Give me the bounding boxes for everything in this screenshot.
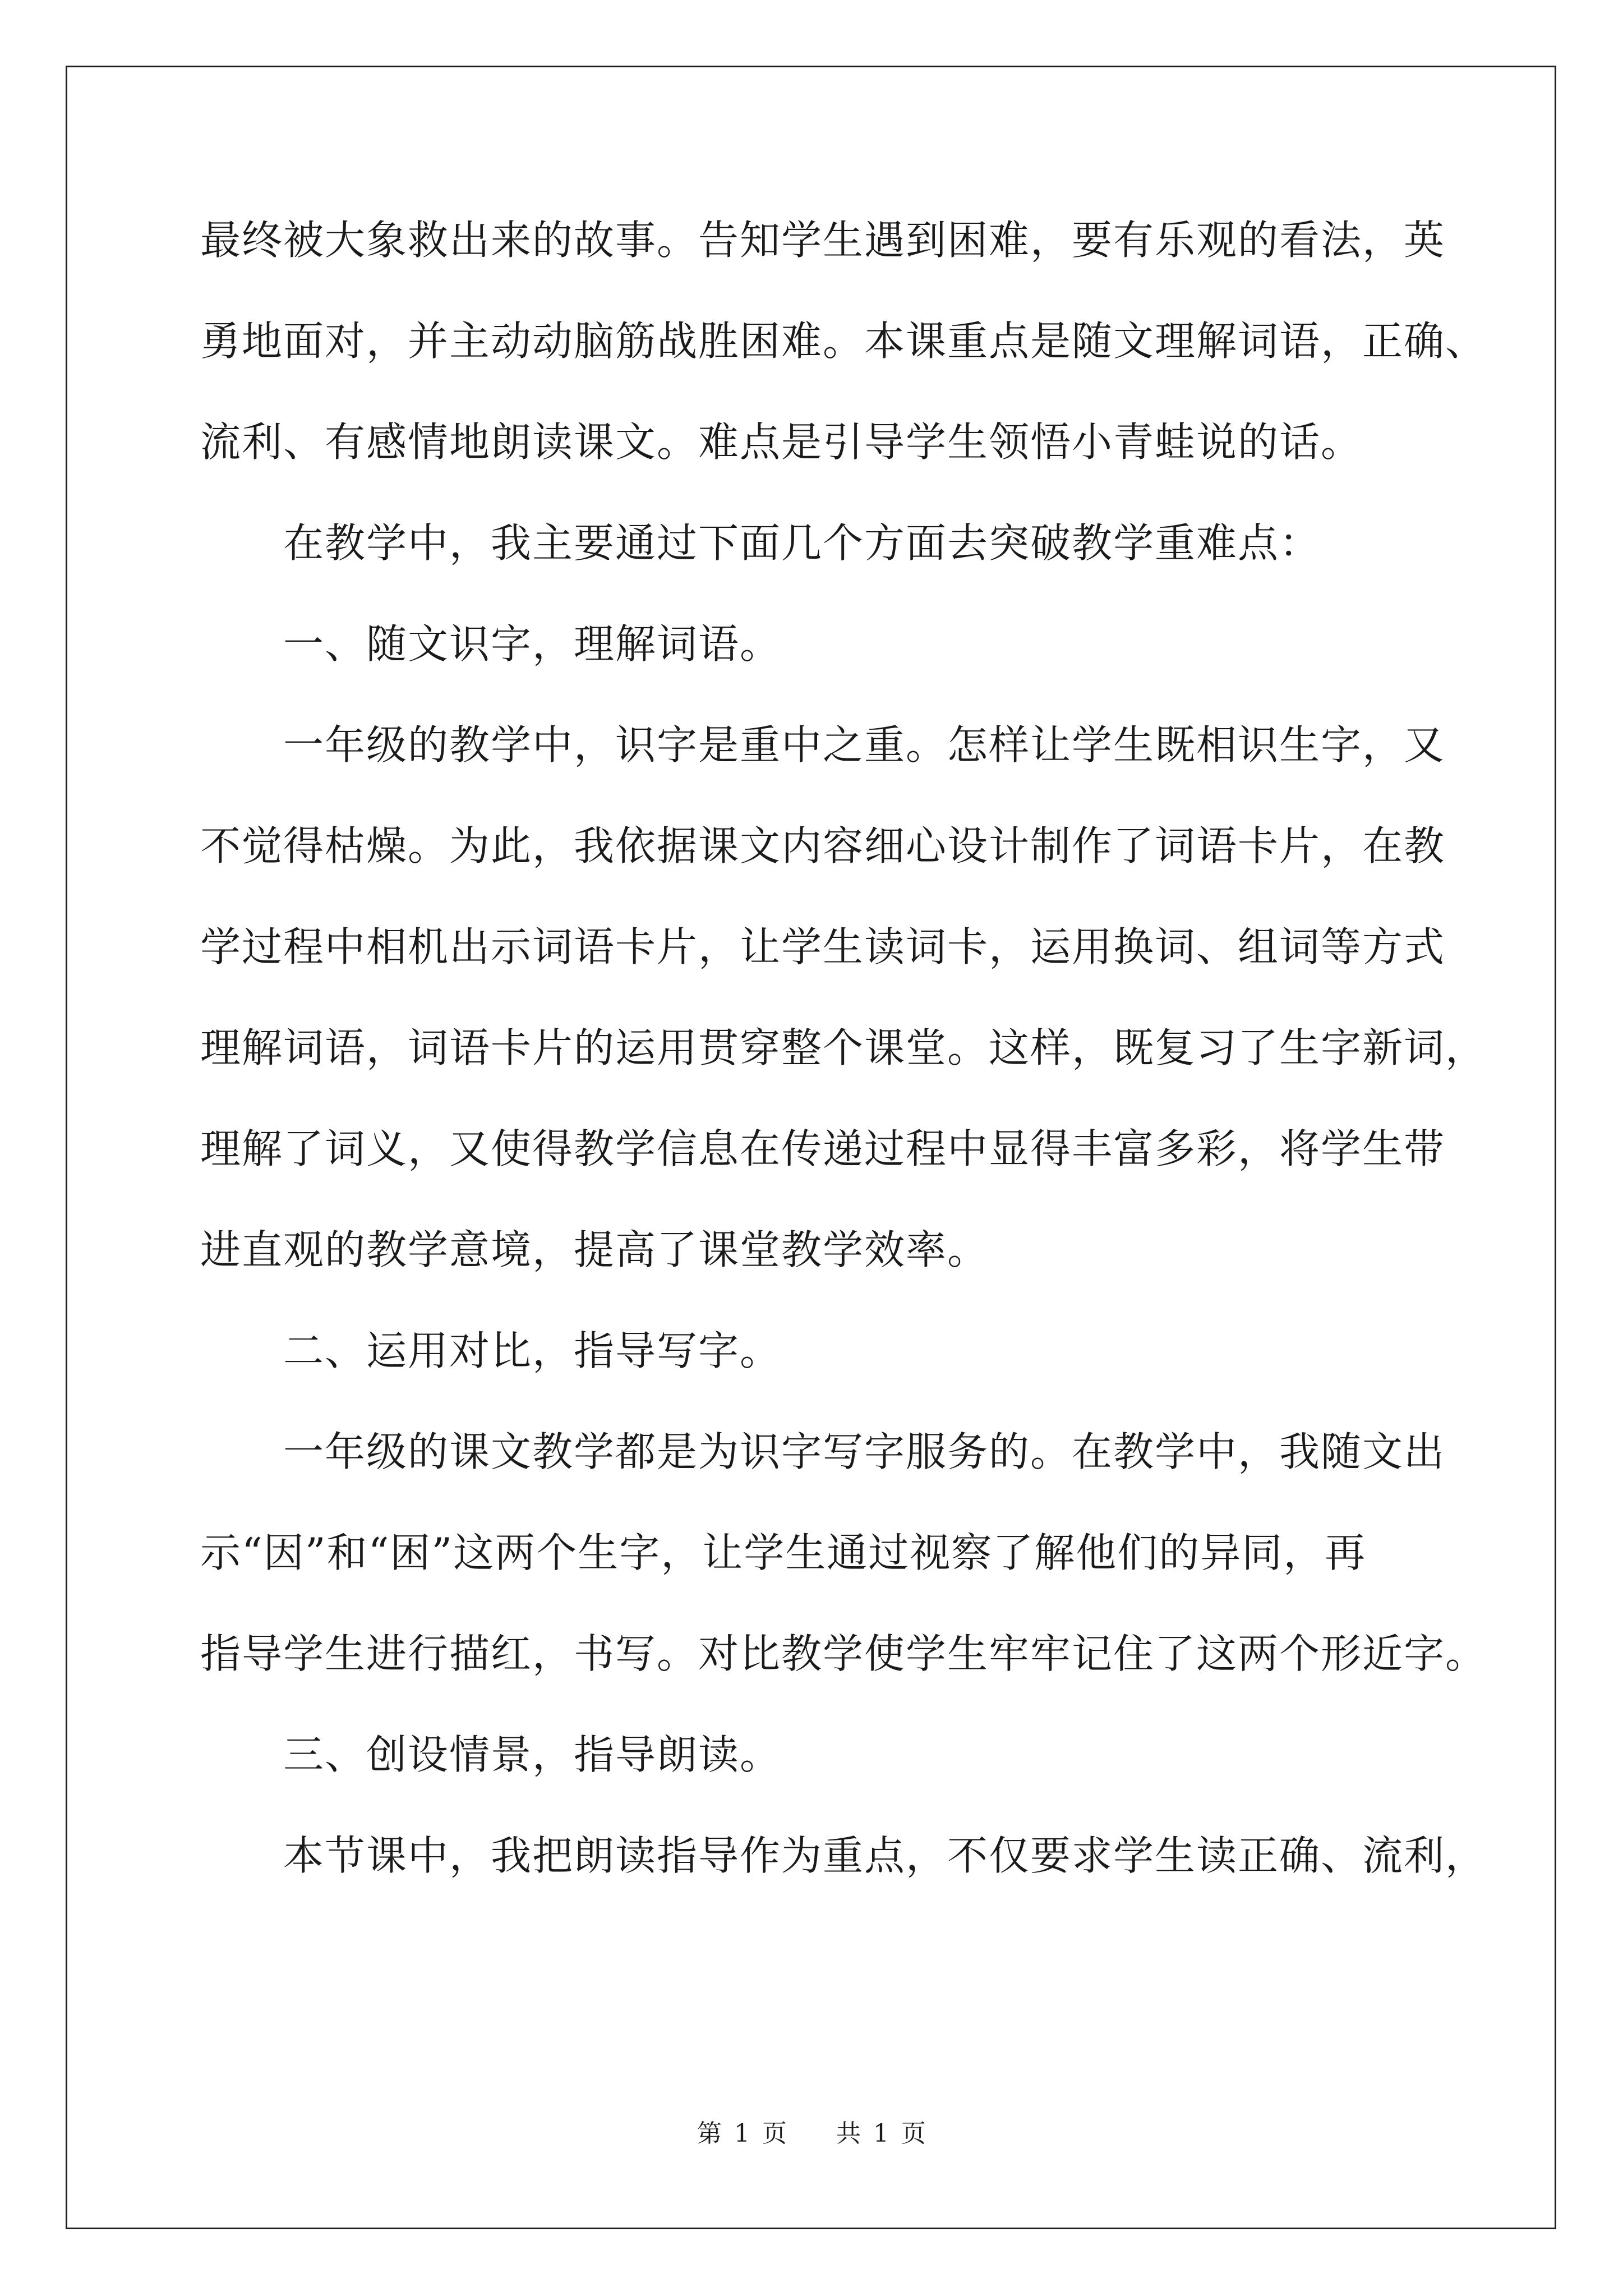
section-heading-3: 三、创设情景，指导朗读。	[283, 1731, 782, 1778]
section-heading-2: 二、运用对比，指导写字。	[283, 1327, 782, 1374]
section-heading-1: 一、随文识字，理解词语。	[283, 620, 782, 668]
text-line: 勇地面对，并主动动脑筋战胜困难。本课重点是随文理解词语，正确、	[200, 318, 1487, 365]
paragraph-start-line: 在教学中，我主要通过下面几个方面去突破教学重难点：	[283, 519, 1321, 567]
page-footer	[0, 2119, 1623, 2148]
text-line: 不觉得枯燥。为此，我依据课文内容细心设计制作了词语卡片，在教	[200, 822, 1446, 869]
text-line: 流利、有感情地朗读课文。难点是引导学生领悟小青蛙说的话。	[200, 418, 1363, 466]
text-line: 指导学生进行描红，书写。对比教学使学生牢牢记住了这两个形近字。	[200, 1630, 1487, 1677]
page-number: 第 1 页	[697, 2119, 787, 2148]
text-line: 理解了词义，又使得教学信息在传递过程中显得丰富多彩，将学生带	[200, 1125, 1446, 1172]
text-line: 进直观的教学意境，提高了课堂教学效率。	[200, 1226, 989, 1273]
paragraph-start-line: 一年级的课文教学都是为识字写字服务的。在教学中，我随文出	[283, 1428, 1446, 1475]
text-line: 示“因”和“困”这两个生字，让学生通过视察了解他们的异同，再	[200, 1529, 1367, 1576]
document-body	[200, 217, 1487, 1936]
page-total: 共 1 页	[836, 2119, 926, 2148]
paragraph-start-line: 一年级的教学中，识字是重中之重。怎样让学生既相识生字，又	[283, 721, 1446, 769]
text-line: 最终被大象救出来的故事。告知学生遇到困难，要有乐观的看法，英	[200, 217, 1446, 264]
paragraph-start-line: 本节课中，我把朗读指导作为重点，不仅要求学生读正确、流利，	[283, 1832, 1487, 1879]
text-line: 理解词语，词语卡片的运用贯穿整个课堂。这样，既复习了生字新词，	[200, 1024, 1487, 1071]
text-line: 学过程中相机出示词语卡片，让学生读词卡，运用换词、组词等方式	[200, 923, 1446, 970]
